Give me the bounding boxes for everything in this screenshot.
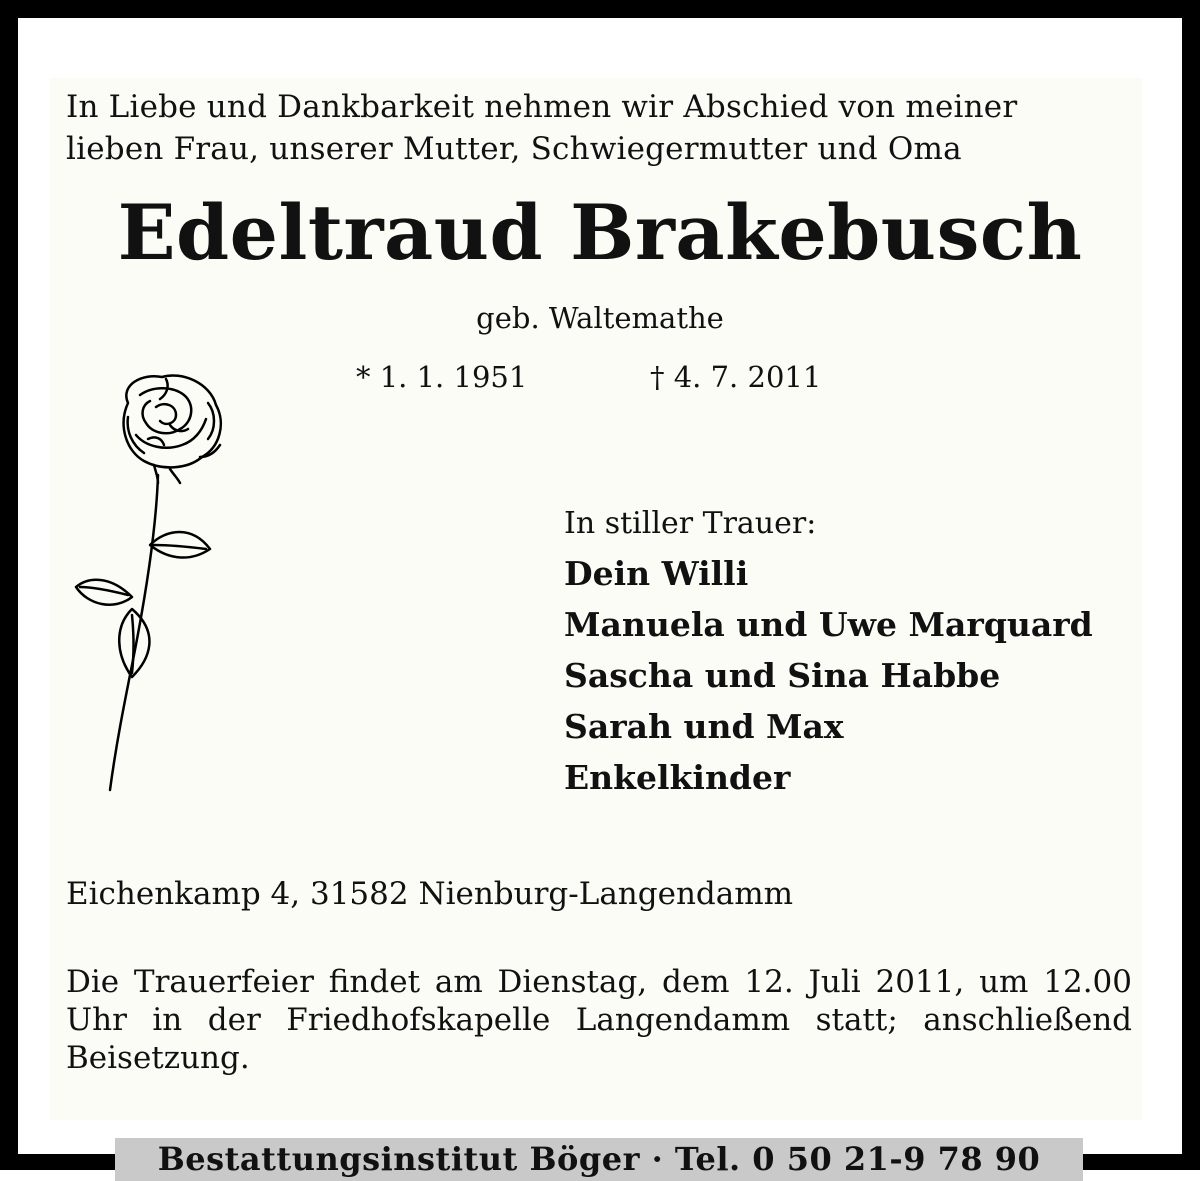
mourners-lead: In stiller Trauer: xyxy=(564,506,817,541)
mourner-name: Manuela und Uwe Marquard xyxy=(564,605,1093,644)
funeral-home-bar: Bestattungsinstitut Böger · Tel. 0 50 21-9 78 90 xyxy=(115,1138,1083,1181)
family-address: Eichenkamp 4, 31582 Nienburg-Langendamm xyxy=(66,876,794,912)
rose-icon xyxy=(70,365,240,805)
mourner-name: Enkelkinder xyxy=(564,758,791,797)
birth-date: * 1. 1. 1951 xyxy=(356,360,528,394)
mourner-name: Sarah und Max xyxy=(564,707,844,746)
service-info: Die Trauerfeier findet am Dienstag, dem 12. Juli 2011, um 12.00 Uhr in der Friedhofskapelle Langendamm statt; anschließend Beisetzung. xyxy=(66,964,1132,1076)
intro-line-1: In Liebe und Dankbarkeit nehmen wir Abschied von meiner xyxy=(66,89,1018,125)
mourner-name: Sascha und Sina Habbe xyxy=(564,656,1001,695)
mourner-name: Dein Willi xyxy=(564,554,749,593)
intro-line-2: lieben Frau, unserer Mutter, Schwiegermutter und Oma xyxy=(66,131,962,167)
deceased-name: Edeltraud Brakebusch xyxy=(117,188,1083,277)
maiden-name: geb. Waltemathe xyxy=(476,301,724,335)
death-date: † 4. 7. 2011 xyxy=(650,360,822,394)
mourners-block xyxy=(564,500,1164,803)
intro-text xyxy=(66,86,1146,170)
